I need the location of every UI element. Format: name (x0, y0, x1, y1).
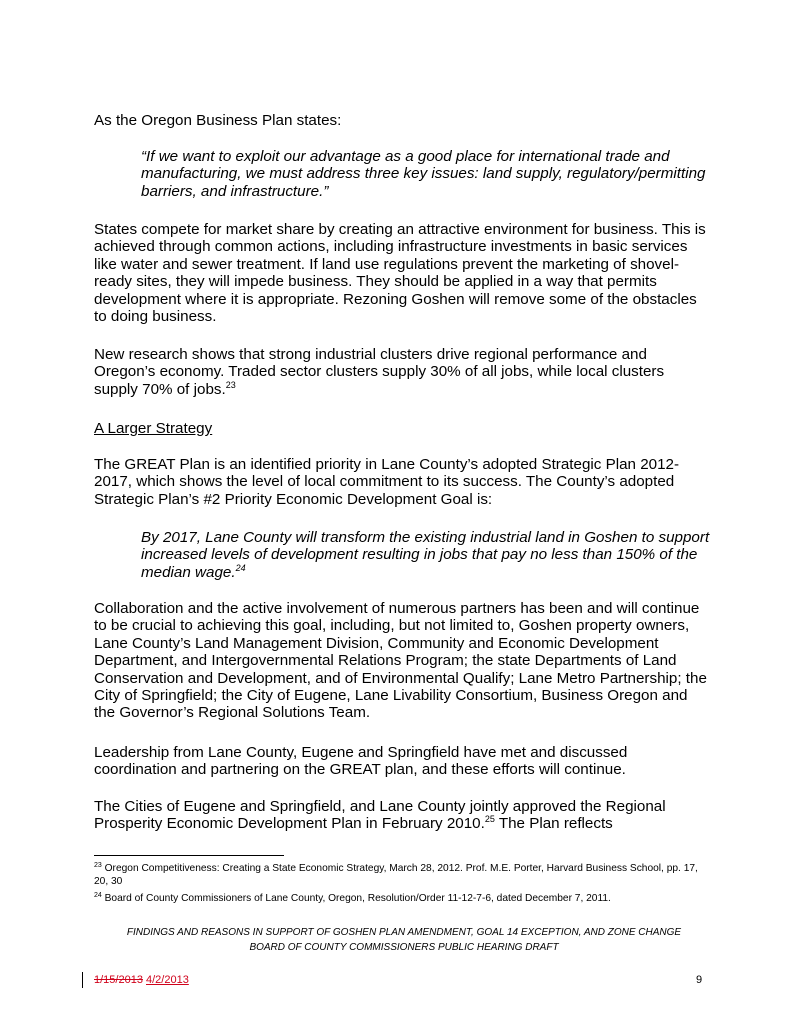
footnote-ref-25: 25 (484, 814, 495, 825)
paragraph-regional-prosperity-continued: The Plan reflects (494, 815, 613, 833)
paragraph-leadership: Leadership from Lane County, Eugene and Springfield have met and discussed coordination and partnering on the GREAT plan, and these efforts will continue. (94, 744, 628, 779)
footnote-23 (94, 862, 714, 888)
footer-title-line1: FINDINGS AND REASONS IN SUPPORT OF GOSHEN PLAN AMENDMENT, GOAL 14 EXCEPTION, AND ZONE CHANGE (126, 927, 682, 938)
footnote-23-text: Oregon Competitiveness: Creating a State Economic Strategy, March 28, 2012. Prof. M.E. Porter, Harvard Business School, pp. 17, 20, 30 (94, 863, 698, 887)
footnote-ref-24: 24 (235, 562, 246, 573)
date-inserted: 4/2/2013 (146, 974, 189, 986)
footnote-divider (94, 855, 284, 856)
paragraph-collaboration: Collaboration and the active involvement of numerous partners has been and will continue to be crucial to achieving this goal, including, but not limited to, Goshen property owners, Lane County’s Land Management Division, Community and Economic Development Department, and Intergovernmental Relations Program; the state Departments of Land Conservation and Development, and of Environmental Qualify; Lane Metro Partnership; the City of Springfield; the City of Eugene, Lane Livability Consortium, Business Oregon and the Governor’s Regional Solutions Team. (94, 600, 707, 722)
page-number: 9 (696, 974, 703, 986)
revision-change-bar (82, 972, 83, 988)
footnote-24-text: Board of County Commissioners of Lane County, Oregon, Resolution/Order 11-12-7-6, dated December 7, 2011. (101, 893, 611, 904)
paragraph-industrial-clusters (94, 346, 712, 398)
date-deleted: 1/15/2013 (94, 974, 143, 986)
paragraph-great-plan: The GREAT Plan is an identified priority in Lane County’s adopted Strategic Plan 2012-2017, which shows the level of local commitment to its success. The County’s adopted Strategic Plan’s #2 Priority Economic Development Goal is: (94, 456, 680, 508)
business-plan-quote: “If we want to exploit our advantage as a good place for international trade and manufacturing, we must address three key issues: land supply, regulatory/permitting barriers, and infrastructure.” (141, 148, 706, 200)
strategic-goal-quote (141, 529, 711, 581)
footnote-24-number: 24 (94, 892, 102, 899)
footnote-ref-23: 23 (225, 379, 236, 390)
intro-text: As the Oregon Business Plan states: (94, 112, 342, 129)
paragraph-industrial-clusters-text: New research shows that strong industrial clusters drive regional performance and Oregon’s economy. Traded sector clusters supply 30% of all jobs, while local clusters supply 70% of jobs. (94, 346, 665, 398)
footnote-23-number: 23 (94, 862, 102, 869)
strategic-goal-quote-text: By 2017, Lane County will transform the existing industrial land in Goshen to support increased levels of development resulting in jobs that pay no less than 150% of the median wage. (141, 529, 710, 581)
section-heading: A Larger Strategy (94, 420, 213, 437)
footer-date (94, 973, 189, 987)
footer-title-line2: BOARD OF COUNTY COMMISSIONERS PUBLIC HEARING DRAFT (249, 942, 559, 953)
paragraph-regional-prosperity-text: The Cities of Eugene and Springfield, and Lane County jointly approved the Regional Prosperity Economic Development Plan in February 2010. (94, 798, 666, 833)
paragraph-market-share: States compete for market share by creating an attractive environment for business. This is achieved through common actions, including infrastructure investments in basic services like water and sewer treatment. If land use regulations prevent the marketing of shovel-ready sites, they will impede business. They should be applied in a way that permits development where it is appropriate. Rezoning Goshen will remove some of the obstacles to doing business. (94, 221, 706, 326)
paragraph-regional-prosperity (94, 798, 712, 833)
footnote-24 (94, 892, 714, 905)
